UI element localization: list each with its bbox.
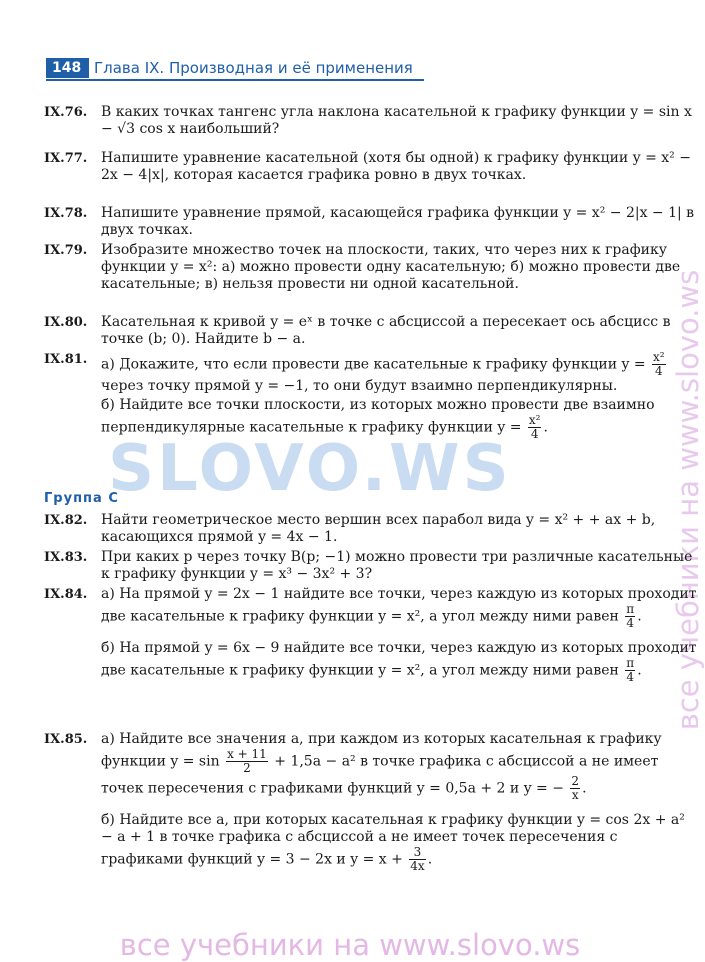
fraction-denominator: 4 xyxy=(530,427,539,441)
problem-part-a xyxy=(101,351,699,395)
fraction-numerator: x² xyxy=(528,413,541,427)
fraction xyxy=(528,414,542,441)
fraction-numerator: x² xyxy=(653,350,665,364)
problem-part-a: а) На прямой y = 2x − 1 найдите все точки, через каждую из которых проходит две касательные к графику функции y = x², а угол между ними равен $\frac{\pi}{4}$ . xyxy=(101,586,697,630)
fraction xyxy=(625,603,635,630)
fraction-denominator: 2 xyxy=(243,761,251,775)
problem-part-b: б) На прямой y = 6x − 9 найдите все точки, через каждую из которых проходит две касательные к графику функции y = x², а угол между ними равен $\frac{\pi}{4}$ . xyxy=(101,640,697,684)
problem-part-b: б) Найдите все точки плоскости, из которых можно провести две взаимно перпендикулярные касательные к графику функции y = $\frac{\text{x²}}{4}$ . xyxy=(101,397,655,441)
fraction-numerator: π xyxy=(626,602,635,616)
part-b-start: б) Найдите все a, при которых касательная к графику функции y = cos 2x + a² − a + 1 в точке графика с абсциссой a не имеет точек пересечения с графиками функций y = 3 − 2x и y = x + xyxy=(101,812,685,868)
header-bar xyxy=(86,58,89,78)
part-a-start: а) Докажите, что если провести две касательные к графику функции y = xyxy=(101,356,646,373)
part-a-end: через точку прямой y = −1, то они будут взаимно перпендикулярны. xyxy=(101,378,618,394)
fraction xyxy=(625,657,635,684)
header-rule xyxy=(46,79,424,81)
problem-text: Напишите уравнение касательной (хотя бы одной) к графику функции y = x² − 2x − 4|x|, которая касается графика ровно в двух точках. xyxy=(101,150,691,183)
problem-number: IX.80. xyxy=(44,315,88,330)
problem-text: В каких точках тангенс угла наклона касательной к графику функции y = sin x − √3 cos x наибольший? xyxy=(101,104,692,137)
fraction-denominator: 4 xyxy=(655,364,663,378)
fraction-denominator: x xyxy=(571,788,579,802)
part-b-text: б) На прямой y = 6x − 9 найдите все точки, через каждую из которых проходит две касательные к графику функции y = x², а угол между ними равен xyxy=(101,640,697,679)
problem-text: При каких p через точку B(p; −1) можно провести три различные касательные к графику функции y = x³ − 3x² + 3? xyxy=(101,549,693,582)
problem-number: IX.83. xyxy=(44,550,88,565)
problem-text: Изобразите множество точек на плоскости, таких, что через них к графику функции y = x²: а) можно провести одну касательную; б) можно провести две касательные; в) нельзя провести ни одной касательной. xyxy=(101,242,681,292)
problem-part-b: б) Найдите все a, при которых касательная к графику функции y = cos 2x + a² − a + 1 в точке графика с абсциссой a не имеет точек пересечения с графиками функций y = 3 − 2x и y = x + $\frac{3}{4x}$ . xyxy=(101,812,685,873)
chapter-title: Глава IX. Производная и её применения xyxy=(94,59,413,77)
part-a-text: а) На прямой y = 2x − 1 найдите все точки, через каждую из которых проходит две касательные к графику функции y = x², а угол между ними равен xyxy=(101,586,697,625)
part-a-mid: + 1,5a − a² в точке графика с абсциссой a не имеет точек пересечения с графиками функций y = 0,5a + 2 и y = − xyxy=(101,753,659,797)
problem-number: IX.77. xyxy=(44,151,88,166)
fraction-numerator: x + 11 xyxy=(227,747,267,761)
page-header xyxy=(46,58,426,80)
problem-number: IX.82. xyxy=(44,513,88,528)
fraction xyxy=(409,846,425,873)
problem-text: Найти геометрическое место вершин всех парабол вида y = x² + + ax + b, касающихся прямой y = 4x − 1. xyxy=(101,512,656,545)
part-a-start: а) Найдите все значения a, при каждом из которых касательная к графику функции y = sin xyxy=(101,731,662,770)
problem-text: Напишите уравнение прямой, касающейся графика функции y = x² − 2|x − 1| в двух точках. xyxy=(101,205,695,238)
bottom-watermark: все учебники на www.slovo.ws xyxy=(119,928,581,962)
problem-number: IX.76. xyxy=(44,105,88,120)
fraction-numerator: π xyxy=(626,656,635,670)
problem-number: IX.84. xyxy=(44,587,88,602)
fraction-numerator: 3 xyxy=(409,846,425,860)
fraction-denominator: 4x xyxy=(410,859,425,873)
group-title: Группа C xyxy=(44,491,119,506)
center-watermark: SLOVO.WS xyxy=(108,432,512,506)
fraction-denominator: 4 xyxy=(626,616,635,630)
fraction xyxy=(226,748,268,775)
fraction-denominator: 4 xyxy=(626,670,635,684)
fraction xyxy=(652,351,666,378)
problem-number: IX.79. xyxy=(44,243,88,258)
fraction xyxy=(570,775,580,802)
problem-number: IX.81. xyxy=(44,352,88,367)
page-number: 148 xyxy=(46,58,87,78)
problem-text: Касательная к кривой y = eˣ в точке с абсциссой a пересекает ось абсцисс в точке (b; 0). Найдите b − a. xyxy=(101,314,671,347)
problem-number: IX.85. xyxy=(44,732,88,747)
fraction-numerator: 2 xyxy=(571,774,580,788)
problem-part-a: а) Найдите все значения a, при каждом из которых касательная к графику функции y = sin $\frac{x + 11}{2}$ + 1,5a − a² в точке графика с абсциссой a не имеет точек пересечения с графиками функций y = 0,5a + 2 и y = − $\frac{2}{x}$ . xyxy=(101,731,662,802)
part-b-start: б) Найдите все точки плоскости, из которых можно провести две взаимно перпендикулярные касательные к графику функции y = xyxy=(101,397,655,436)
side-watermark: все учебники на www.slovo.ws xyxy=(671,269,705,731)
problem-number: IX.78. xyxy=(44,206,88,221)
